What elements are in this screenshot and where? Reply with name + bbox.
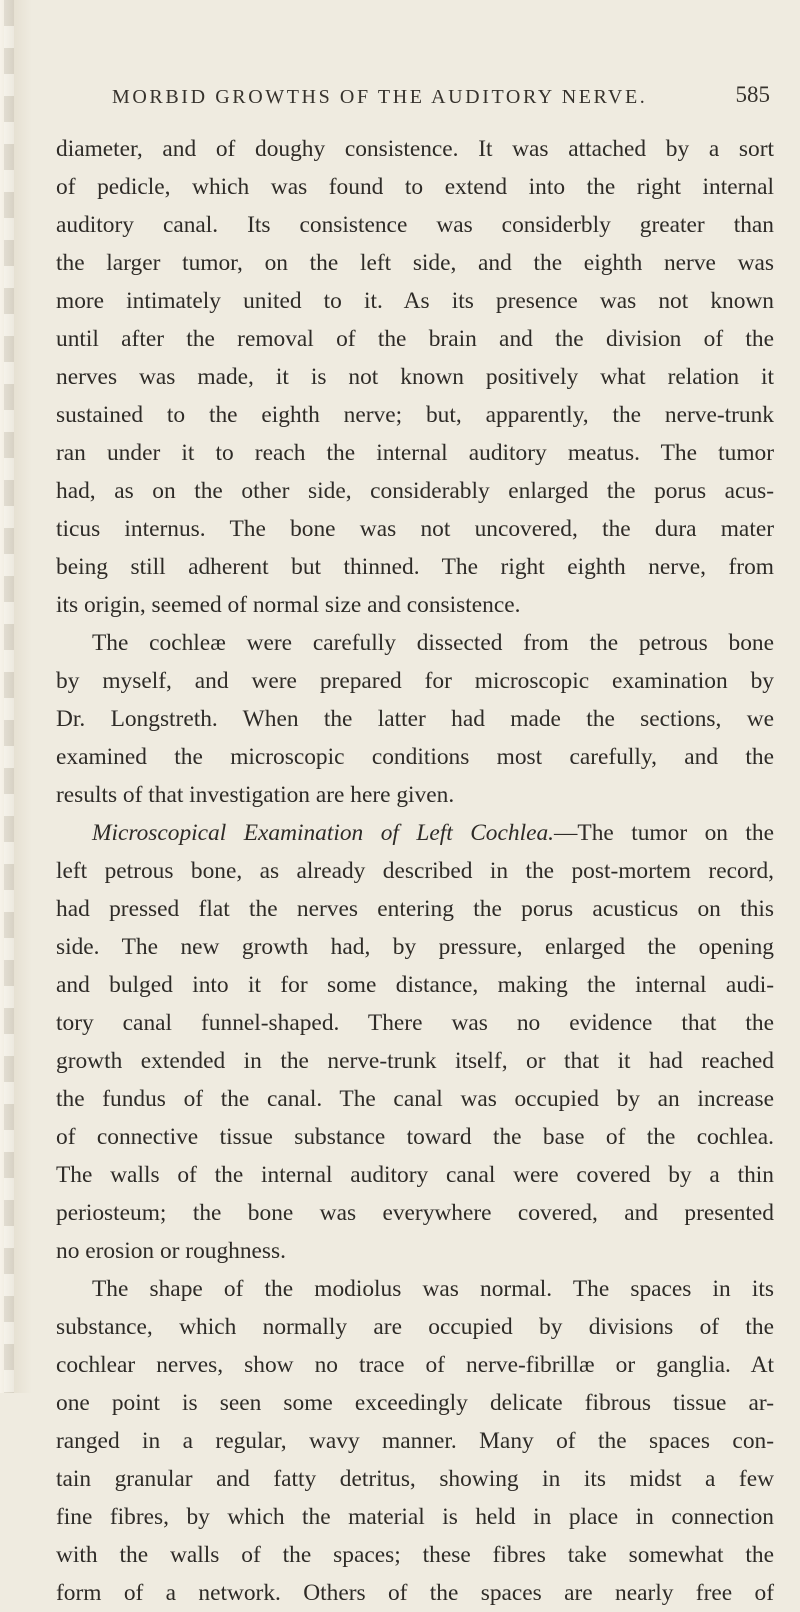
text-line: no erosion or roughness. bbox=[56, 1238, 286, 1264]
text-line: tory canal funnel-shaped. There was no evidence that the bbox=[56, 1010, 774, 1036]
text-line: its origin, seemed of normal size and consistence. bbox=[56, 592, 521, 618]
text-line: the fundus of the canal. The canal was occupied by an increase bbox=[56, 1086, 774, 1112]
text-line: auditory canal. Its consistence was considerbly greater than bbox=[56, 212, 774, 238]
text-line: results of that investigation are here given. bbox=[56, 782, 455, 808]
text-line: ran under it to reach the internal auditory meatus. The tumor bbox=[56, 440, 774, 466]
text-line: of pedicle, which was found to extend into the right internal bbox=[56, 174, 774, 200]
text-line: The shape of the modiolus was normal. The spaces in its bbox=[92, 1276, 774, 1302]
text-line: growth extended in the nerve-trunk itself, or that it had reached bbox=[56, 1048, 774, 1074]
page-binding-edge bbox=[0, 0, 32, 1393]
text-line: sustained to the eighth nerve; but, apparently, the nerve-trunk bbox=[56, 402, 774, 428]
text-line: had pressed flat the nerves entering the porus acusticus on this bbox=[56, 896, 774, 922]
text-line: substance, which normally are occupied by divisions of the bbox=[56, 1314, 774, 1340]
section-heading-line bbox=[56, 814, 774, 852]
text-line: examined the microscopic conditions most carefully, and the bbox=[56, 744, 774, 770]
text-line: periosteum; the bone was everywhere covered, and presented bbox=[56, 1200, 774, 1226]
text-line: fine fibres, by which the material is held in place in connection bbox=[56, 1504, 774, 1530]
running-title: MORBID GROWTHS OF THE AUDITORY NERVE. bbox=[112, 86, 648, 108]
page-header bbox=[112, 82, 782, 116]
text-line: ticus internus. The bone was not uncovered, the dura mater bbox=[56, 516, 774, 542]
body-text bbox=[56, 130, 774, 1612]
text-line: The cochleæ were carefully dissected from the petrous bone bbox=[92, 630, 774, 656]
text-line: tain granular and fatty detritus, showing in its midst a few bbox=[56, 1466, 774, 1492]
text-line: with the walls of the spaces; these fibres take somewhat the bbox=[56, 1542, 774, 1568]
heading-line-text: —The tumor on the bbox=[554, 820, 774, 846]
text-line: being still adherent but thinned. The right eighth nerve, from bbox=[56, 554, 774, 580]
text-line: more intimately united to it. As its presence was not known bbox=[56, 288, 774, 314]
text-line: by myself, and were prepared for microscopic examination by bbox=[56, 668, 774, 694]
text-line: and bulged into it for some distance, making the internal audi- bbox=[56, 972, 774, 998]
text-line: Dr. Longstreth. When the latter had made the sections, we bbox=[56, 706, 774, 732]
text-line: nerves was made, it is not known positively what relation it bbox=[56, 364, 774, 390]
text-line: The walls of the internal auditory canal were covered by a thin bbox=[56, 1162, 774, 1188]
text-line: cochlear nerves, show no trace of nerve-fibrillæ or ganglia. At bbox=[56, 1352, 774, 1378]
text-line: until after the removal of the brain and the division of the bbox=[56, 326, 774, 352]
text-line: ranged in a regular, wavy manner. Many of the spaces con- bbox=[56, 1428, 774, 1454]
text-line: side. The new growth had, by pressure, enlarged the opening bbox=[56, 934, 774, 960]
text-line: diameter, and of doughy consistence. It was attached by a sort bbox=[56, 136, 774, 162]
section-heading: Microscopical Examination of Left Cochlea. bbox=[92, 820, 555, 846]
text-line: the larger tumor, on the left side, and the eighth nerve was bbox=[56, 250, 774, 276]
text-line: had, as on the other side, considerably enlarged the porus acus- bbox=[56, 478, 774, 504]
text-line: one point is seen some exceedingly delicate fibrous tissue ar- bbox=[56, 1390, 774, 1416]
text-line: form of a network. Others of the spaces are nearly free of bbox=[56, 1580, 774, 1606]
text-line: left petrous bone, as already described in the post-mortem record, bbox=[56, 858, 774, 884]
page-number: 585 bbox=[735, 82, 770, 107]
text-line: of connective tissue substance toward the base of the cochlea. bbox=[56, 1124, 774, 1150]
